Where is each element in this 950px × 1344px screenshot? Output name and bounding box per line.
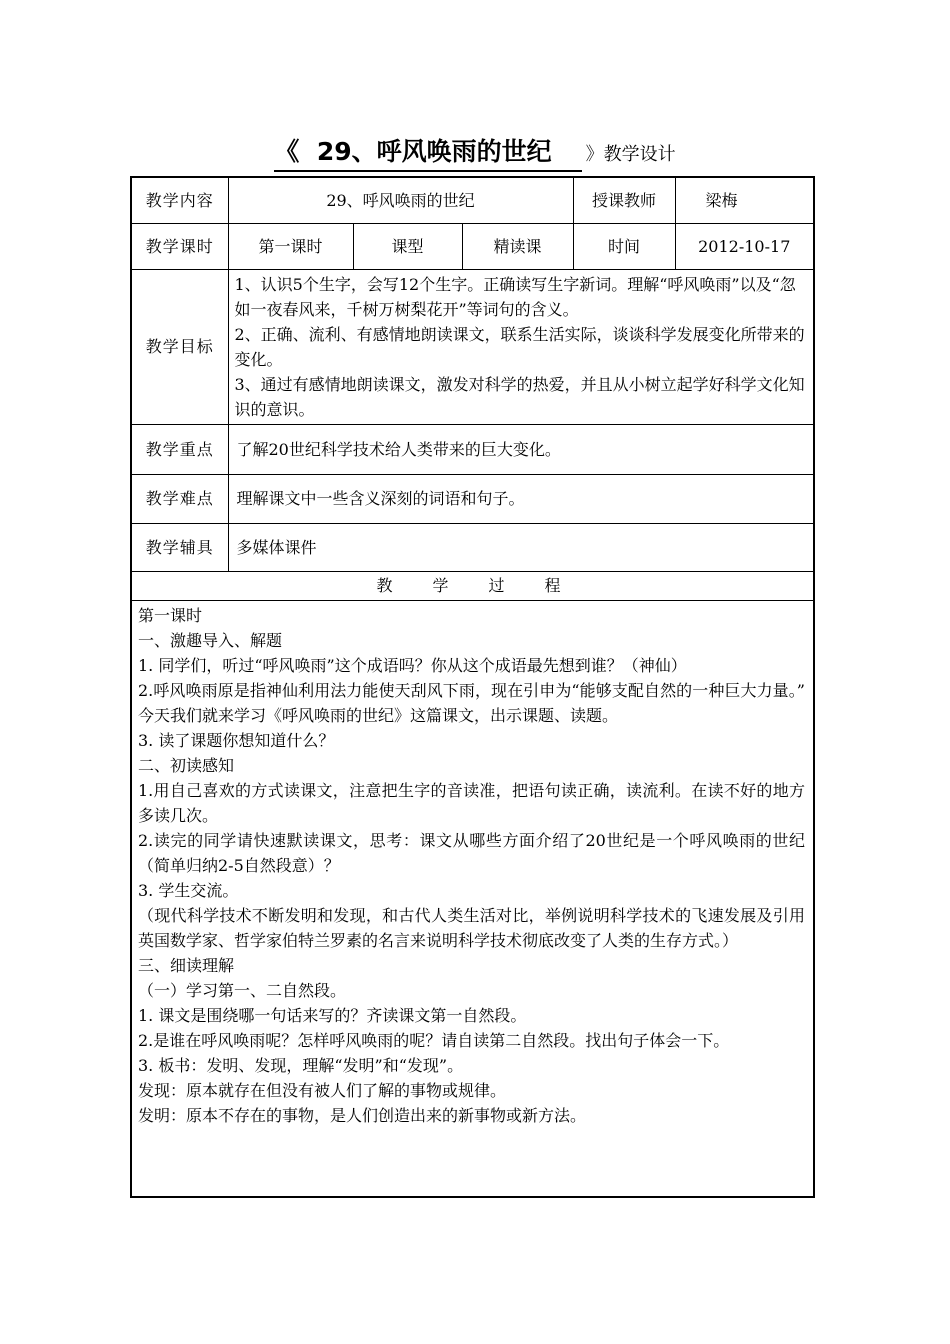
row-key-point xyxy=(131,424,814,474)
period-value: 第一课时 xyxy=(228,223,353,269)
content-label: 教学内容 xyxy=(131,177,228,223)
period-label: 教学课时 xyxy=(131,223,228,269)
lesson-title xyxy=(274,132,581,172)
content-value: 29、呼风唤雨的世纪 xyxy=(228,177,573,223)
process-line: 2.是谁在呼风唤雨呢？怎样呼风唤雨的呢？请自读第二自然段。找出句子体会一下。 xyxy=(138,1030,730,1050)
time-value: 2012-10-17 xyxy=(675,223,814,269)
goal-item-2: 2、正确、流利、有感情地朗读课文，联系生活实际，谈谈科学发展变化所带来的变化。 xyxy=(234,324,805,369)
process-line: 2.呼风唤雨原是指神仙利用法力能使天刮风下雨，现在引申为“能够支配自然的一种巨大力量。” 今天我们就来学习《呼风唤雨的世纪》这篇课文，出示课题、读题。 xyxy=(138,680,805,725)
title-suffix: 教学设计 xyxy=(603,144,676,165)
title-close-bracket: 》 xyxy=(585,144,604,165)
goal-item-1: 1、认识5个生字，会写12个生字。正确读写生字新词。理解“呼风唤雨”以及“忽如一夜春风来，千树万树梨花开”等词句的含义。 xyxy=(234,274,796,319)
process-line: 第一课时 xyxy=(138,605,203,625)
difficulty-value: 理解课文中一些含义深刻的词语和句子。 xyxy=(228,474,814,523)
process-line: 1. 课文是围绕哪一句话来写的？齐读课文第一自然段。 xyxy=(138,1005,527,1025)
process-line: 3. 学生交流。 xyxy=(138,880,239,900)
key-point-label: 教学重点 xyxy=(131,424,228,474)
row-period xyxy=(131,223,814,269)
title-lesson-name: 29、呼风唤雨的世纪 xyxy=(316,137,552,166)
process-heading: 教学过程 xyxy=(131,571,814,600)
process-line: 二、初读感知 xyxy=(138,755,235,775)
row-process xyxy=(131,600,814,1197)
key-point-value: 了解20世纪科学技术给人类带来的巨大变化。 xyxy=(228,424,814,474)
process-line: 1. 同学们，听过“呼风唤雨”这个成语吗？你从这个成语最先想到谁？（神仙） xyxy=(138,655,687,675)
process-content xyxy=(131,600,814,1197)
process-line: 发明：原本不存在的事物，是人们创造出来的新事物或新方法。 xyxy=(138,1105,587,1125)
process-line: 一、激趣导入、解题 xyxy=(138,630,283,650)
row-aids xyxy=(131,523,814,571)
process-line: 2.读完的同学请快速默读课文，思考：课文从哪些方面介绍了20世纪是一个呼风唤雨的世纪（简单归纳2-5自然段意）？ xyxy=(138,830,805,875)
row-content xyxy=(131,177,814,223)
aids-value: 多媒体课件 xyxy=(228,523,814,571)
process-line: 发现：原本就存在但没有被人们了解的事物或规律。 xyxy=(138,1080,507,1100)
row-difficulty xyxy=(131,474,814,523)
difficulty-label: 教学难点 xyxy=(131,474,228,523)
aids-label: 教学辅具 xyxy=(131,523,228,571)
type-label: 课型 xyxy=(353,223,462,269)
row-process-heading xyxy=(131,571,814,600)
process-line: （现代科学技术不断发明和发现，和古代人类生活对比，举例说明科学技术的飞速发展及引用英国数学家、哲学家伯特兰罗素的名言来说明科学技术彻底改变了人类的生存方式。） xyxy=(138,905,805,950)
goals-content xyxy=(228,269,814,424)
lesson-plan-table xyxy=(130,176,815,1198)
time-label: 时间 xyxy=(573,223,675,269)
document-title xyxy=(0,132,950,168)
row-goals xyxy=(131,269,814,424)
title-open-bracket: 《 xyxy=(274,137,300,166)
goals-label: 教学目标 xyxy=(131,269,228,424)
process-line: 三、细读理解 xyxy=(138,955,235,975)
type-value: 精读课 xyxy=(462,223,573,269)
process-line: 1.用自己喜欢的方式读课文，注意把生字的音读准，把语句读正确，读流利。在读不好的地方多读几次。 xyxy=(138,780,805,825)
teacher-value: 梁梅 xyxy=(675,177,814,223)
process-line: 3. 板书：发明、发现，理解“发明”和“发现”。 xyxy=(138,1055,464,1075)
process-line: （一）学习第一、二自然段。 xyxy=(138,980,347,1000)
process-line: 3. 读了课题你想知道什么？ xyxy=(138,730,335,750)
goal-item-3: 3、通过有感情地朗读课文，激发对科学的热爱，并且从小树立起学好科学文化知识的意识。 xyxy=(234,374,805,419)
teacher-label: 授课教师 xyxy=(573,177,675,223)
